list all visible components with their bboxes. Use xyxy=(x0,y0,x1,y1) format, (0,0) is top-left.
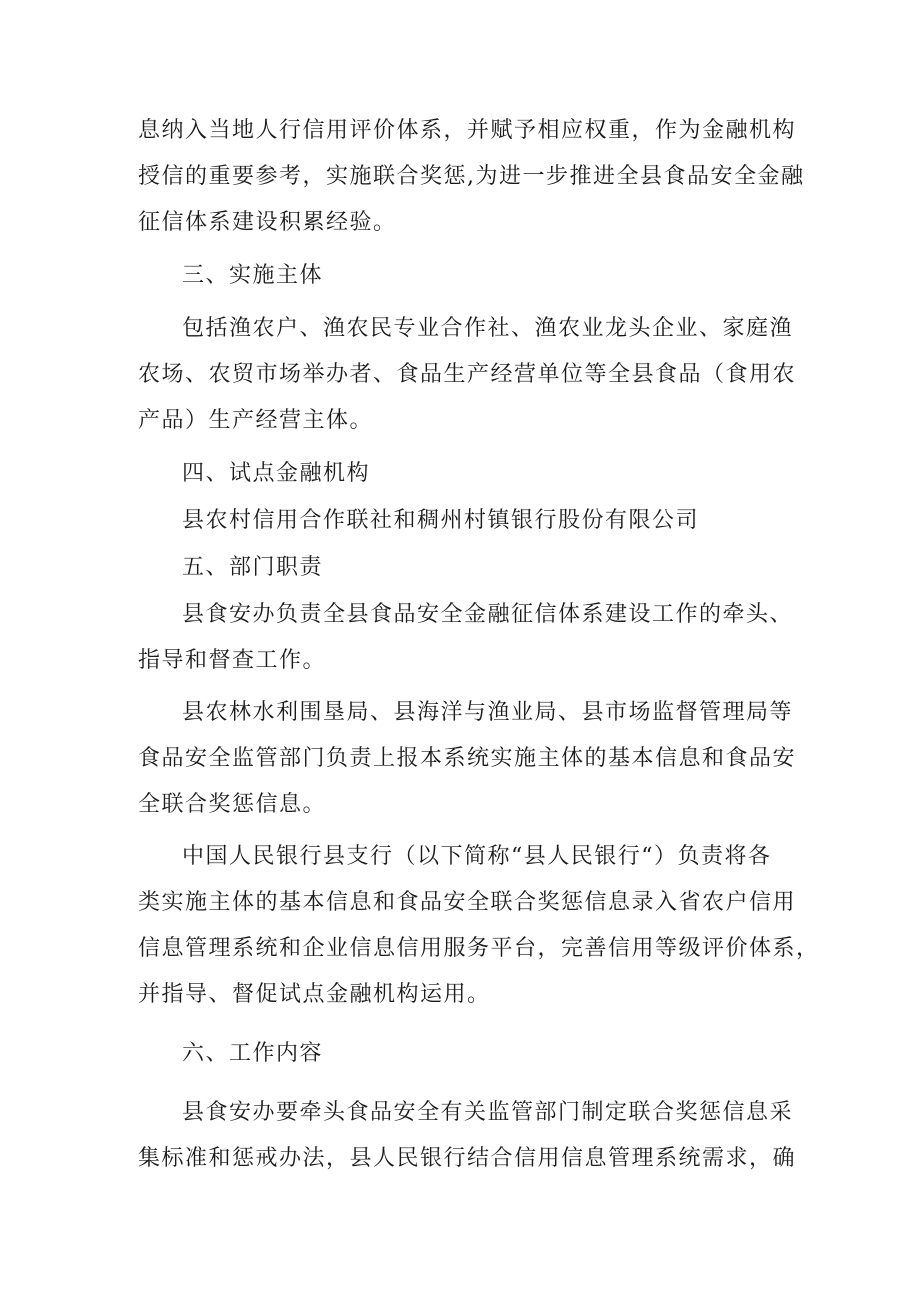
text-line: 县农村信用合作联社和稠州村镇银行股份有限公司 xyxy=(182,508,700,533)
text-line: 集标准和惩戒办法，县人民银行结合信用信息管理系统需求，确 xyxy=(138,1146,797,1171)
section-heading-implementing-subjects: 三、实施主体 xyxy=(182,263,324,288)
section-heading-department-duties: 五、部门职责 xyxy=(182,555,324,580)
paragraph-continued xyxy=(138,108,805,246)
text-line: 县食安办负责全县食品安全金融征信体系建设工作的牵头、 xyxy=(182,602,794,627)
text-line: 县食安办要牵头食品安全有关监管部门制定联合奖惩信息采 xyxy=(182,1100,794,1125)
text-line: 食品安全监管部门负责上报本系统实施主体的基本信息和食品安 xyxy=(138,746,797,771)
text-line: 包括渔农户、渔农民专业合作社、渔农业龙头企业、家庭渔 xyxy=(182,316,794,341)
paragraph-institutions xyxy=(138,498,788,544)
paragraph-duty-central-bank xyxy=(138,834,820,1018)
section-heading-work-content: 六、工作内容 xyxy=(182,1041,324,1066)
text-line: 农场、农贸市场举办者、食品生产经营单位等全县食品（食用农 xyxy=(138,362,797,387)
document-body xyxy=(138,108,820,1182)
paragraph-subjects xyxy=(138,306,797,444)
text-line: 类实施主体的基本信息和食品安全联合奖惩信息录入省农户信用 xyxy=(138,890,797,915)
section-heading-pilot-institutions: 四、试点金融机构 xyxy=(182,461,371,486)
text-line: 息纳入当地人行信用评价体系，并赋予相应权重，作为金融机构 xyxy=(138,118,797,143)
text-line: 信息管理系统和企业信息信用服务平台，完善信用等级评价体系， xyxy=(138,936,820,961)
text-line: 中国人民银行县支行（以下简称“县人民银行“）负责将各 xyxy=(182,844,772,869)
paragraph-duty-regulators xyxy=(138,690,797,828)
text-line: 产品）生产经营主体。 xyxy=(138,408,374,433)
text-line: 县农林水利围垦局、县海洋与渔业局、县市场监督管理局等 xyxy=(182,700,794,725)
text-line: 并指导、督促试点金融机构运用。 xyxy=(138,982,491,1007)
paragraph-work-content xyxy=(138,1090,797,1182)
text-line: 征信体系建设积累经验。 xyxy=(138,210,397,235)
text-line: 授信的重要参考，实施联合奖惩,为进一步推进全县食品安全金融 xyxy=(138,164,805,189)
text-line: 全联合奖惩信息。 xyxy=(138,792,327,817)
text-line: 指导和督查工作。 xyxy=(138,648,327,673)
paragraph-duty-food-safety-office xyxy=(138,592,794,684)
